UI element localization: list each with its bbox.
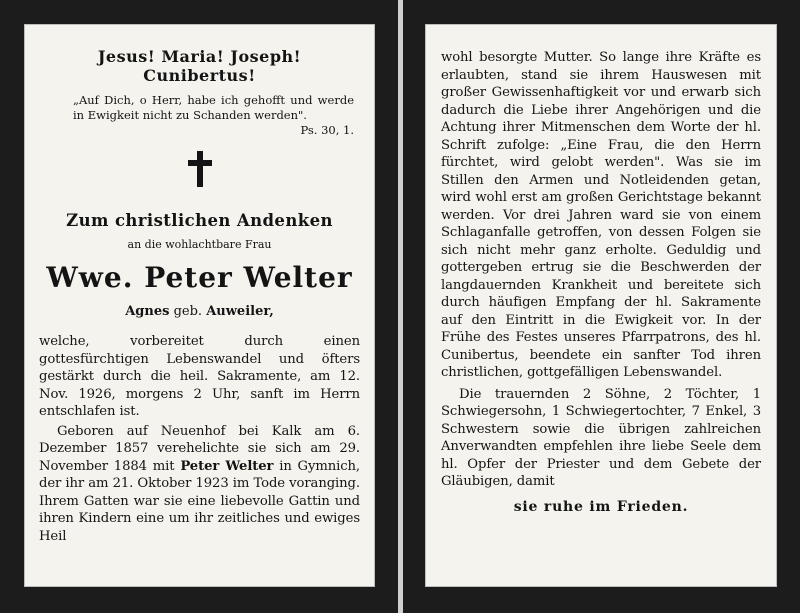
right-text-panel — [425, 24, 777, 587]
deceased-name: Wwe. Peter Welter — [46, 261, 353, 294]
cross-icon — [186, 151, 214, 187]
left-paragraph-2-end: in Gymnich, der ihr am 21. Oktober 1923 im Tode voranging. Ihrem Gatten war sie eine liebevolle Gattin und ihren Kindern eine um ihr zeitliches und ewiges Heil — [39, 458, 361, 544]
left-paragraph-2-start: Geboren auf Neuenhof bei Kalk am 6. Dezember 1857 verehelichte sie sich am 29. November 1884 mit — [39, 423, 360, 474]
closing-line: sie ruhe im Frieden. — [513, 498, 689, 515]
given-name: Agnes — [125, 304, 170, 319]
left-text-panel — [24, 24, 375, 587]
birth-label: geb. — [173, 304, 203, 319]
birth-name-line — [39, 304, 360, 319]
husband-name: Peter Welter — [180, 458, 274, 474]
invocation-heading: Jesus! Maria! Joseph! Cunibertus! — [97, 47, 302, 85]
right-paragraph-2-text: Die trauernden 2 Söhne, 2 Töchter, 1 Schwiegersohn, 1 Schwiegertochter, 7 Enkel, 3 Schwestern sowie die übrigen zahlreichen Anverwandten empfehlen ihre liebe Seele dem hl. Opfer der Priester und dem Gebete der Gläubigen, damit — [441, 386, 761, 489]
left-paragraph-1: welche, vorbereitet durch einen gottesfürchtigen Lebenswandel und öfters gestärkt durch die heil. Sakramente, am 12. Nov. 1926, morgens 2 Uhr, sanft im Herrn entschlafen ist. — [39, 334, 360, 419]
psalm-quote — [73, 93, 354, 137]
memorial-title: Zum christlichen Andenken — [66, 211, 333, 230]
left-card-page — [0, 0, 398, 613]
psalm-text: „Auf Dich, o Herr, habe ich gehofft und werde in Ewigkeit nicht zu Schanden werden". — [73, 93, 354, 122]
right-paragraph-1: wohl besorgte Mutter. So lange ihre Kräfte es erlaubten, stand sie ihrem Hauswesen mit großer Gewissenhaftigkeit vor und erwarb sich dadurch die Liebe ihrer Angehörigen und die Achtung ihrer Mitmenschen dem Worte der hl. Schrift zufolge: „Eine Frau, die den Herrn fürchtet, wird gelobt werden". Was sie im Stillen den Armen und Notleidenden getan, wird wohl erst am großen Gerichtstage bekannt werden. Vor drei Jahren ward sie von einem Schlaganfalle getroffen, von dessen Folgen sie sich nicht mehr ganz erholte. Geduldig und gottergeben ertrug sie die Beschwerden der langdauernden Krankheit und bereitete sich durch häufigen Empfang der hl. Sakramente auf den Eintritt in die Ewigkeit vor. In der Frühe des Festes unseres Pfarrpatrons, des hl. Cunibertus, beendete ein sanfter Tod ihren christlichen, gottgefälligen Lebenswandel. — [441, 50, 761, 380]
right-paragraph-2 — [441, 386, 761, 491]
left-paragraph-2 — [39, 423, 360, 546]
psalm-reference: Ps. 30, 1. — [300, 123, 354, 137]
right-card-page — [403, 0, 800, 613]
addressee-line: an die wohlachtbare Frau — [127, 238, 272, 251]
birth-surname: Auweiler, — [206, 304, 274, 319]
